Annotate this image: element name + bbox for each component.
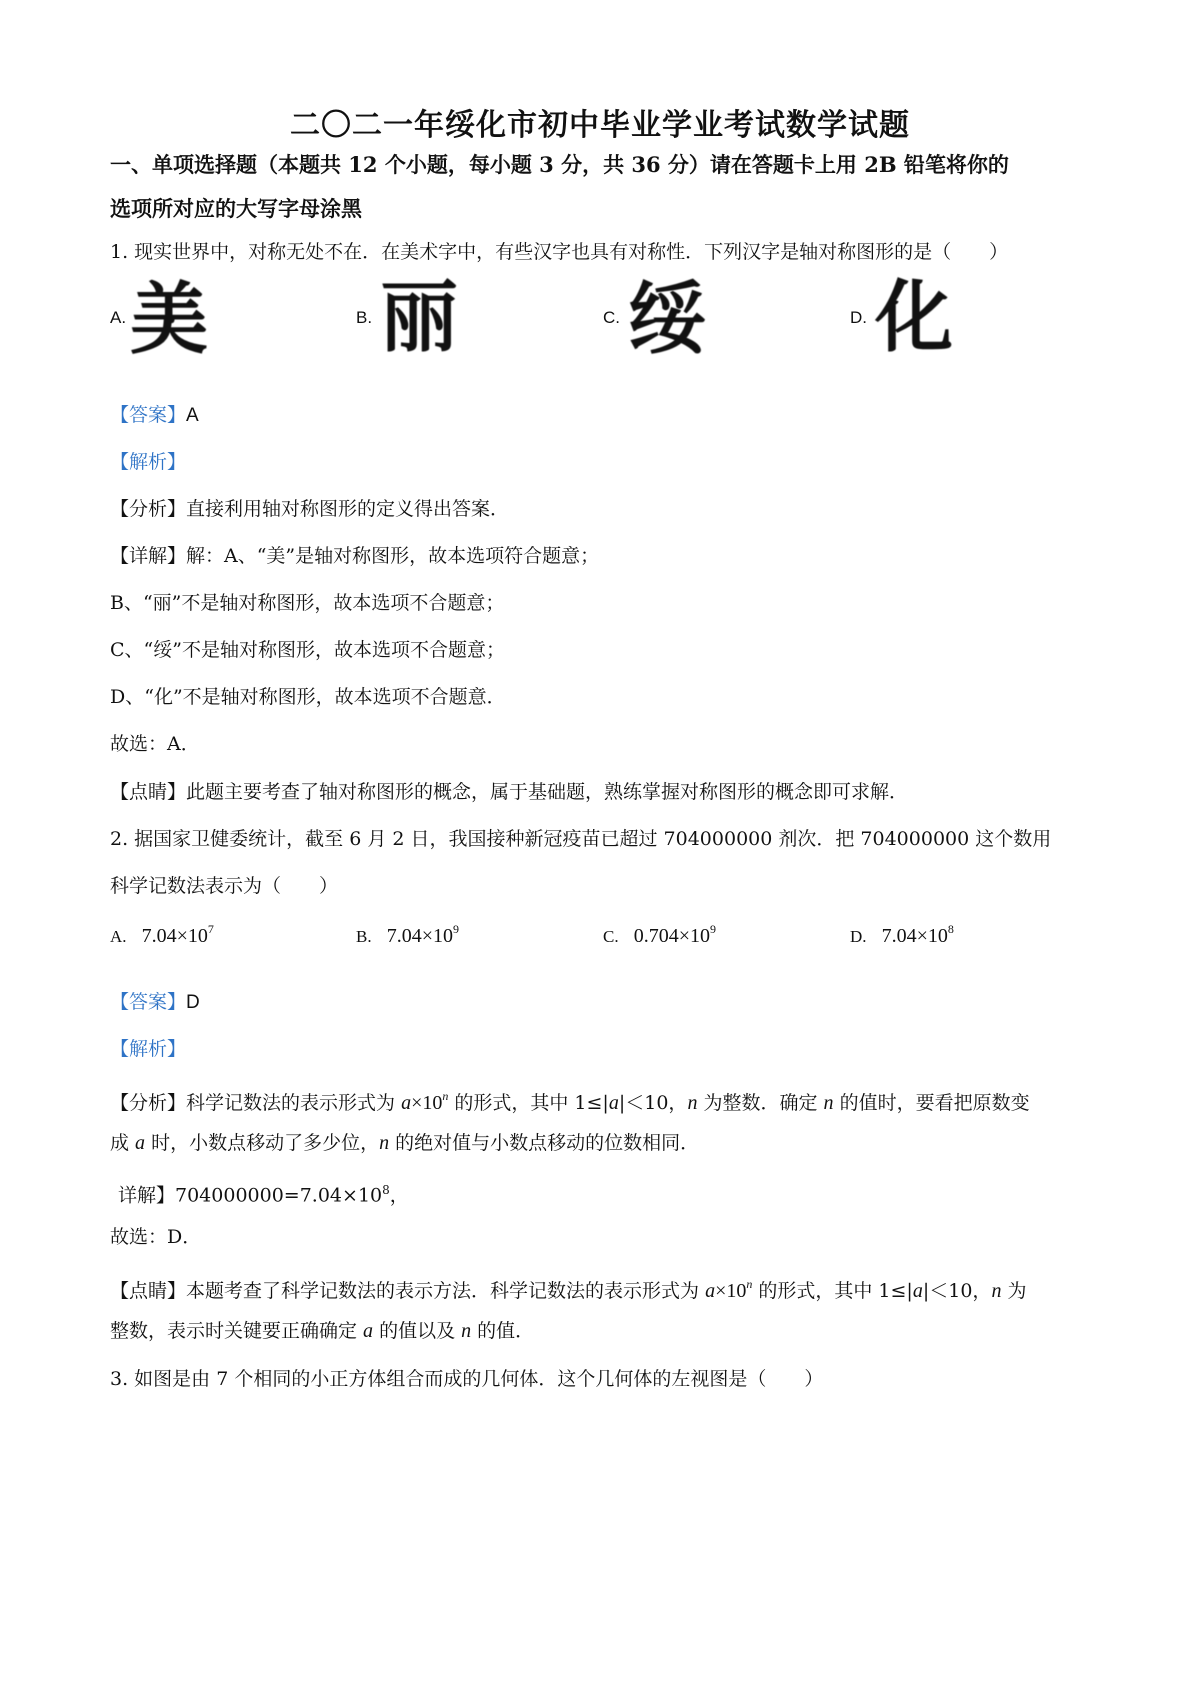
q2-dj2-b: 的值以及 <box>373 1320 462 1342</box>
q2-dj1-c: |＜10， <box>922 1280 992 1302</box>
section-heading-line1: 一、单项选择题（本题共 12 个小题，每小题 3 分，共 36 分）请在答题卡上用 2B 铅笔将你的 <box>110 152 1009 177</box>
q2-a10n-base: ×10 <box>715 1280 747 1302</box>
q2-option-a-letter: A. <box>110 927 127 946</box>
q2-a10n-base: ×10 <box>411 1092 443 1114</box>
q2-dj-tag: 【点睛】 <box>110 1280 187 1302</box>
q2-option-c-base: 0.704×10 <box>633 925 710 947</box>
q1-detail-2: B、“丽”不是轴对称图形，故本选项不合题意； <box>110 592 505 614</box>
q1-detail-1: 【详解】解：A、“美”是轴对称图形，故本选项符合题意； <box>110 545 600 567</box>
q2-option-a-exp: 7 <box>207 922 214 936</box>
q2-option-a-base: 7.04×10 <box>141 925 208 947</box>
q2-var-a: a <box>135 1132 146 1154</box>
q2-var-a: a <box>401 1092 412 1114</box>
q2-var-a: a <box>705 1280 716 1302</box>
q1-answer-value: A <box>186 405 199 426</box>
q1-option-c-glyph: 绥 <box>628 275 707 365</box>
q2-option-a <box>110 922 214 948</box>
q2-fenxi1-a: 科学记数法的表示形式为 <box>186 1092 402 1114</box>
q2-option-b-base: 7.04×10 <box>386 925 453 947</box>
q1-option-d-letter: D. <box>850 308 867 327</box>
q2-option-d-letter: D. <box>850 927 867 946</box>
q2-choose: 故选：D． <box>110 1226 202 1248</box>
q2-fenxi1-d: 为整数．确定 <box>697 1092 824 1114</box>
q1-option-d-glyph: 化 <box>875 273 954 363</box>
q2-dj1-d: 为 <box>1001 1280 1027 1302</box>
q2-fenxi1-b: 的形式，其中 1≤| <box>448 1092 609 1114</box>
q2-stem-line1: 2. 据国家卫健委统计，截至 6 月 2 日，我国接种新冠疫苗已超过 704000000 剂次．把 704000000 这个数用 <box>110 828 1052 850</box>
q2-option-c <box>603 922 716 948</box>
q2-var-n: n <box>687 1092 698 1114</box>
q1-detail-3: C、“绥”不是轴对称图形，故本选项不合题意； <box>110 639 505 661</box>
q2-detail-b: ， <box>389 1184 409 1207</box>
q2-option-d-base: 7.04×10 <box>881 925 948 947</box>
q2-fenxi2-c: 的绝对值与小数点移动的位数相同． <box>389 1132 700 1154</box>
q1-option-b-letter: B. <box>356 308 373 327</box>
q2-dj1-b: 的形式，其中 1≤| <box>752 1280 913 1302</box>
q2-var-a: a <box>912 1280 923 1302</box>
q2-fenxi1-e: 的值时，要看把原数变 <box>833 1092 1030 1114</box>
q2-dj1-a: 本题考查了科学记数法的表示方法．科学记数法的表示形式为 <box>186 1280 706 1302</box>
q2-var-n: n <box>991 1280 1002 1302</box>
q3-stem: 3. 如图是由 7 个相同的小正方体组合而成的几何体．这个几何体的左视图是（ ） <box>110 1368 824 1390</box>
q2-analysis-tag: 【解析】 <box>110 1038 187 1060</box>
q2-option-b <box>356 922 459 948</box>
q2-fenxi-tag: 【分析】 <box>110 1092 187 1114</box>
q1-detail-4: D、“化”不是轴对称图形，故本选项不合题意． <box>110 686 506 708</box>
q2-fenxi-line1 <box>110 1083 1030 1116</box>
q2-stem-line2: 科学记数法表示为（ ） <box>110 875 339 897</box>
q2-var-n: n <box>379 1132 390 1154</box>
q2-dianjing-line2 <box>110 1318 534 1344</box>
q2-fenxi-line2 <box>110 1130 699 1156</box>
q2-fenxi1-c: |＜10， <box>618 1092 688 1114</box>
q2-var-n: n <box>461 1320 472 1342</box>
q2-option-b-letter: B. <box>356 927 372 946</box>
q1-dianjing: 【点睛】此题主要考查了轴对称图形的概念，属于基础题，熟练掌握对称图形的概念即可求解． <box>110 781 909 803</box>
q2-option-c-letter: C. <box>603 927 619 946</box>
q1-answer <box>110 402 199 429</box>
q2-a10n-exp: n <box>746 1277 753 1291</box>
q2-dj2-c: 的值． <box>471 1320 535 1342</box>
q2-a10n-exp: n <box>442 1089 449 1103</box>
q2-dianjing-line1 <box>110 1271 1026 1304</box>
q1-option-c-letter: C. <box>603 308 620 327</box>
q2-detail-a: 详解】704000000=7.04×10 <box>118 1184 383 1207</box>
q1-analysis-tag: 【解析】 <box>110 451 187 473</box>
q2-option-d-exp: 8 <box>947 922 954 936</box>
q2-answer-value: D <box>186 992 200 1013</box>
q2-detail-exp: 8 <box>382 1183 390 1197</box>
q1-choose: 故选：A． <box>110 733 200 755</box>
q2-option-d <box>850 922 954 948</box>
q2-fenxi2-a: 成 <box>110 1132 136 1154</box>
q1-option-b-glyph: 丽 <box>380 273 459 363</box>
q2-answer-tag: 【答案】 <box>110 991 187 1013</box>
q2-fenxi2-b: 时，小数点移动了多少位， <box>145 1132 380 1154</box>
q2-var-a: a <box>608 1092 619 1114</box>
q1-stem: 1. 现实世界中，对称无处不在．在美术字中，有些汉字也具有对称性．下列汉字是轴对称图形的是（ ） <box>110 241 1009 263</box>
q1-answer-tag: 【答案】 <box>110 404 187 426</box>
page-title: 二〇二一年绥化市初中毕业学业考试数学试题 <box>290 108 910 143</box>
q1-fenxi: 【分析】直接利用轴对称图形的定义得出答案． <box>110 498 510 520</box>
q1-option-a-letter: A. <box>110 308 127 327</box>
q1-option-a-glyph: 美 <box>130 275 209 365</box>
q2-option-c-exp: 9 <box>709 922 716 936</box>
q2-option-b-exp: 9 <box>452 922 459 936</box>
q2-var-a: a <box>363 1320 374 1342</box>
q2-var-n: n <box>823 1092 834 1114</box>
q2-detail <box>118 1177 409 1208</box>
section-heading-line2: 选项所对应的大写字母涂黑 <box>110 196 362 221</box>
q2-answer <box>110 989 200 1016</box>
q2-dj2-a: 整数，表示时关键要正确确定 <box>110 1320 364 1342</box>
